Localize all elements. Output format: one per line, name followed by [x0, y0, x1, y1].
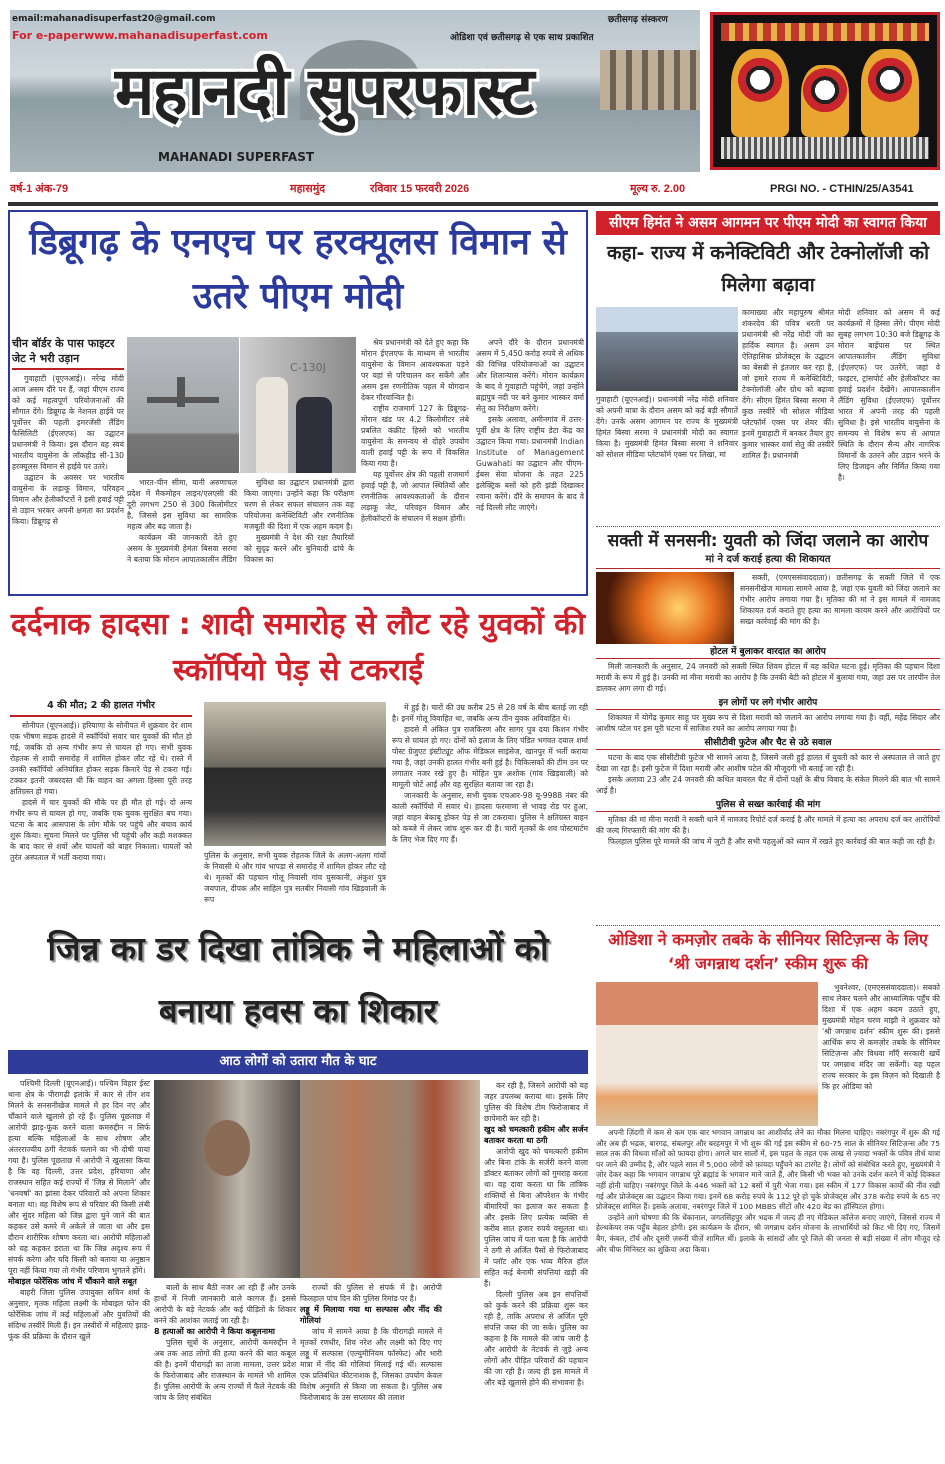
divider [596, 526, 940, 527]
paragraph: जानकारी के अनुसार, सभी युवक एचआर-98 यू-9988 नंबर की काली स्कॉर्पियो में सवार थे। हादसा फरमाणा से भावड़ रोड पर हुआ, जहां वाहन बेकाबू होकर पेड़ से जा टकराया। पुलिस ने क्षतिग्रस्त वाहन को कब्जे में लेकर जांच शुरू कर दी है। चारों मृतकों के शव पोस्टमार्टम के लिए भेज दिए गए हैं। [392, 791, 588, 844]
paragraph: उद्घाटन के अवसर पर भारतीय वायुसेना के लड़ाकू विमान, परिवहन विमान और हेलीकॉप्टरों ने इसी हवाई पट्टी से उड़ान भरकर अपनी क्षमता का प्रदर्शन किया। डिब्रूगढ़ से [12, 473, 124, 526]
divider [596, 925, 940, 926]
section-heading: मोबाइल फोरेंसिक जांच में चौंकाने वाले सबूत [8, 1277, 137, 1286]
epaper-link[interactable]: For e-paperwww.mahanadisuperfast.com [12, 29, 268, 42]
paragraph: शिकायत में योगेंद्र कुमार साहू पर मुख्य रूप से दिशा मरावी को जलाने का आरोप लगाया गया है। वहीं, महेंद्र सिदार और आशीष पटेल पर इस पूरी घटना में साजिश रचने का आरोप लगाया गया है। [596, 713, 940, 733]
paragraph: सक्ती, (एमएससंवाददाता)। छतीसगढ़ के सक्ती जिले में एक सनसनीखेज मामला सामने आया है, जहां एक युवती को जिंदा जलाने का गंभीर आरोप लगाया गया है। मृतिका की मां ने इस मामले में नामजद शिकायत दर्ज कराते हुए हत्या का मामला कायम करने और आरोपियों पर सख्त कार्रवाई की मांग की है। [740, 573, 940, 626]
paragraph: कामाख्या और महापुरुष श्रीमंत शंकरदेव की पवित्र धरती पर प्रधानमंत्री श्री नरेंद्र मोदी जी का हार्दिक स्वागत है। असम उन ऐतिहासिक प्रोजेक्ट्स के उद्घाटन का बेसब्री से इंतजार कर रहा है, जो हमारे राज्य में कनेक्टिविटी, टेक्नोलॉजी और ग्रोथ को बढ़ावा देंगे। सीएम हिमंत बिस्वा सरमा ने कुछ तस्वीरें भी सोशल मीडिया प्लेटफॉर्म एक्स पर शेयर कीं। इनमें गुवाहाटी में बनकर तैयार हुए कुमार भास्कर वर्मा सेतु की तस्वीरें शामिल हैं। प्रधानमंत्री [742, 308, 834, 460]
year-issue: वर्ष-1 अंक-79 [10, 183, 69, 195]
paragraph: बाहरी जिला पुलिस उपायुक्त सचिन शर्मा के अनुसार, मृतक महिला लक्ष्मी के मोबाइल फोन की फोरेंसिक जांच में कई महिलाओं और युवतियों की संदिग्ध तस्वीरें मिली हैं। इन तस्वीरों में महिलाएं झाड़-फूंक की प्रक्रिया के दौरान खुले [8, 1288, 150, 1341]
subheadline: 4 की मौत; 2 की हालत गंभीर [10, 700, 192, 717]
paragraph: मिली जानकारी के अनुसार, 24 जनवरी को सक्ती स्थित शिवम होटल में यह कथित घटना हुई। मृतिका की पहचान दिशा मरावी के रूप में हुई है। उनकी मां मीना मरावी का आरोप है कि उनकी बेटी को होटल में बुलाया गया, जहां उस पर तारपीन तेल डालकर आग लगा दी गई। [596, 662, 940, 693]
headline: दर्दनाक हादसा : शादी समारोह से लौट रहे युवकों की स्कॉर्पियो पेड़ से टकराई [10, 607, 586, 688]
headline: जिन्न का डर दिखा तांत्रिक ने महिलाओं को बनाया हवस का शिकार [47, 929, 549, 1030]
paragraph: मृतिका की मां मीना मरावी ने सक्ती थाने में नामजद रिपोर्ट दर्ज कराई है और मामले में हत्या का अपराध दर्ज कर आरोपियों की जल्द गिरफ्तारी की मांग की है। [596, 815, 940, 835]
paragraph: जांच में सामने आया है कि पीरागढ़ी मामले में मृतकों रणधीर, शिव नरेश और लक्ष्मी को दिए गए लड्डू में सल्फास (एल्युमीनियम फॉस्फेट) और भारी मात्रा में नींद की गोलियां मिलाई गई थीं। सल्फास एक प्रतिबंधित कीटनाशक है, जिसका उपयोग केवल विशेष अनुमति से किया जा सकता है। पुलिस अब फिरोजाबाद के उस सप्लायर की तलाश [300, 1327, 442, 1402]
section-heading: इन लोगों पर लगे गंभीर आरोप [596, 697, 940, 710]
paragraph: अपने दौरे के दौरान प्रधानमंत्री असम में 5,450 करोड़ रुपये से अधिक की विभिन्न परियोजनाओं का उद्घाटन और शिलान्यास करेंगे। मोरान कार्यक्रम के बाद वे गुवाहाटी पहुंचेंगे, जहां उन्होंने ब्रह्मपुत्र नदी पर बने कुमार भास्कर वर्मा सेतु का निरीक्षण करेंगे। [476, 338, 584, 413]
price: मूल्य रु. 2.00 [630, 183, 686, 195]
accident-photo [204, 702, 386, 846]
paragraph: कर रही है, जिसने आरोपी को यह जहर उपलब्ध कराया था। इसके लिए पुलिस की विशेष टीम फिरोजाबाद में छापेमारी कर रही है। [484, 1081, 588, 1123]
paragraph: मुख्यमंत्री ने देश की रक्षा तैयारियों को सुदृढ़ करने और बुनियादी ढांचे के विकास का [244, 533, 354, 564]
published-note: ओडिशा एवं छतीसगढ़ से एक साथ प्रकाशित [450, 33, 594, 43]
paragraph: में हुई है। चारों की उम्र करीब 25 से 28 वर्ष के बीच बताई जा रही है। इनमें गोलू विवाहित था, जबकि अन्य तीन युवक अविवाहित थे। [392, 703, 588, 723]
pm-welcome-photo [596, 307, 738, 391]
section-heading: लड्डू में मिलाया गया था सल्फास और नींद की गोलियां [300, 1305, 442, 1325]
paragraph: उन्होंने आगे घोषणा की कि धेंकानाल, जगतसिंहपुर और भद्रक में जल्द ही नए मेडिकल कॉलेज बनाए जाएंगे, जिससे राज्य में हेल्थकेयर तक पहुँच बेहतर होगी। इस कार्यक्रम के दौरान, श्री जगन्नाथ दर्शन योजना के लाभार्थियों को किट भी दिए गए, जिसमें बैग, कंबल, टॉर्च और दूसरी ज़रूरी चीज़ें शामिल थीं। इलाके के सांसदों और पूरे जिले की जनता से बड़ी संख्या में लोग मौजूद रहे और चीफ मिनिस्टर का शुक्रिया अदा किया। [596, 1212, 940, 1254]
email: email:mahanadisuperfast20@gmail.com [12, 14, 216, 24]
paragraph: आरोपी खुद को चमत्कारी हकीम और बिना टांके के सर्जरी करने वाला डॉक्टर बताकर लोगों को गुमराह करता था। वह दावा करता था कि तांत्रिक शक्तियों से बिना ऑपरेशन के गंभीर बीमारियों का इलाज कर सकता है और इसके लिए प्रत्येक व्यक्ति से करीब सात हजार रुपये वसूलता था। पुलिस जांच में पता चला है कि आरोपी ने ठगी से अर्जित पैसों से फिरोजाबाद में प्लॉट और एक भव्य मैरिज हॉल सहित कई बेनामी संपत्तियां खड़ी की हैं। [484, 1147, 588, 1288]
headline: कहा- राज्य में कनेक्टिविटी और टेक्नोलॉजी को मिलेगा बढ़ावा [606, 242, 930, 296]
paragraph: पुलिस सूत्रों के अनुसार, आरोपी कमरुद्दीन ने अब तक आठ लोगों की हत्या करने की बात कबूल की है। इनमें पीरागढ़ी का ताजा मामला, उत्तर प्रदेश के फिरोजाबाद और राजस्थान के मामले भी शामिल हैं। पुलिस आरोपी के अन्य राज्यों में फैले नेटवर्क की जांच के लिए संबंधित [154, 1338, 296, 1402]
paragraph: पुलिस के अनुसार, सभी युवक रोहतक जिले के अलग-अलग गांवों के निवासी थे और गांव भापड़ा से समारोह में शामिल होकर लौट रहे थे। मृतकों की पहचान गोलू निवासी गांव घुसकानी, अंकुश पुत्र जयपाल, दीपक और साहिल पुत्र सतबीर निवासी गांव खिड़वाली के रूप [204, 851, 386, 904]
edition: छतीसगढ़ संस्करण [608, 15, 668, 25]
banner-headline: सीएम हिमंत ने असम आगमन पर पीएम मोदी का स्वागत किया [596, 211, 940, 235]
story-jagannath-darshan [596, 928, 940, 1255]
shop-photo [300, 1080, 480, 1278]
date: रविवार 15 फरवरी 2026 [370, 183, 470, 195]
paragraph: घटना के बाद एक सीसीटीवी फुटेज भी सामने आया है, जिसमें जली हुई हालत में युवती को कार से अस्पताल ले जाते हुए देखा जा रहा है। इसी फुटेज में दिशा मरावी और आशीष पटेल की मौजूदगी भी बताई जा रही है। [596, 753, 940, 773]
prgi-number: PRGI NO. - CTHIN/25/A3541 [770, 183, 914, 195]
fire-photo [596, 572, 734, 644]
headline: डिब्रूगढ़ के एनएच पर हरक्यूलस विमान से उतरे पीएम मोदी [29, 222, 567, 317]
divider [8, 202, 938, 206]
paragraph: मोदी शनिवार को असम में कई कार्यक्रमों में हिस्सा लेंगे। पीएम मोदी सुबह लगभग 10:30 बजे डिब्रूगढ़ के मोरान बाईपास पर स्थित आपातकालीन लैंडिंग सुविधा (ईएलएफ) पर उतरेंगे, जहां वे फाइटर, ट्रांसपोर्ट और हेलीकॉप्टर का हवाई प्रदर्शन देखेंगे। आपातकालीन लैंडिंग सुविधा (ईएलएफ) पूर्वोत्तर भारत में अपनी तरह की पहली सुविधा है। इसे भारतीय वायुसेना के समन्वय से विशेष रूप से आपात स्थिति के दौरान सैन्य और नागरिक विमानों के उतरने और उड़ान भरने के लिए डिजाइन और निर्मित किया गया है। [838, 308, 940, 482]
logo-english: MAHANADI SUPERFAST [158, 150, 315, 164]
masthead-banner [10, 10, 700, 172]
story-pm-hercules [8, 210, 588, 596]
paragraph: गुवाहाटी (यूएनआई)। नरेन्द्र मोदी आज असम दौरे पर हैं, जहां पीएम राज्य को कई महत्वपूर्ण परियोजनाओं की सौगात देंगे। डिब्रूगढ़ के नेशनल हाईवे पर पूर्वोत्तर की पहली इमरजेंसी लैंडिंग फैसिलिटी (ईएलएफ) का उद्घाटन प्रधानमंत्री ने किया। इस दौरान वह स्वयं भारतीय वायुसेना के लॉकहीड सी-130 हरक्यूलस विमान से हाईवे पर उतरे। [12, 374, 124, 471]
paragraph: दिल्ली पुलिस अब इन संपत्तियों को कुर्क करने की प्रक्रिया शुरू कर रही है, ताकि अपराध से अर्जित पूरी संपत्ति जब्त की जा सके। पुलिस का कहना है कि मामले की जांच जारी है और आरोपी के नेटवर्क से जुड़े अन्य लोगों और पीड़ित परिवारों की पहचान की जा रही है। जल्द ही इस मामले में और बड़े खुलासे होने की संभावना है। [484, 1290, 588, 1387]
aircraft-label: C-130J [290, 361, 326, 374]
newspaper-logo: महानदी सुपरफास्ट [115, 53, 533, 130]
paragraph: कार्यक्रम की जानकारी देते हुए असम के मुख्यमंत्री हेमंता बिसवा सरमा ने बताया कि मोरान आपातकालीन लैंडिंग [127, 533, 237, 564]
accused-photo [154, 1080, 300, 1278]
aircraft-photo [127, 337, 239, 473]
section-heading: होटल में बुलाकर वारदात का आरोप [596, 646, 940, 659]
pm-waving-photo [240, 337, 356, 473]
section-heading: सीसीटीवी फुटेज और चैट से उठे सवाल [596, 737, 940, 750]
story-cm-welcome [596, 211, 940, 483]
place: महासमुंद [290, 183, 326, 195]
paragraph: फिलहाल पुलिस पूरे मामले की जांच में जुटी है और सभी पहलुओं को ध्यान में रखते हुए कार्रवाई की बात कही जा रही है। [608, 837, 935, 846]
paragraph: श्रेय प्रधानमंत्री को देते हुए कहा कि मोरान ईएलएफ के माध्यम से भारतीय वायुसेना के विमान आवश्यकता पड़ने पर यहां से परिचालन कर सकेंगे और असम इस रणनीतिक पहल में योगदान देकर गौरवान्वित है। [361, 338, 469, 402]
paragraph: भारत-चीन सीमा, यानी अरुणाचल प्रदेश में मैकमोहन लाइन/एलएसी की दूरी लगभग 250 से 300 किलोमीटर है, जिससे इस सुविधा का सामरिक महत्व और बढ़ जाता है। [127, 478, 237, 531]
jagannath-image [710, 12, 940, 170]
story-sakti [596, 529, 940, 847]
dam-image [600, 50, 700, 110]
paragraph: राज्यों की पुलिस से संपर्क में है। आरोपी फिलहाल पांच दिन की पुलिस रिमांड पर है। [300, 1283, 442, 1303]
paragraph: इसके अलावा, अमीनगांव में उत्तर-पूर्वी क्षेत्र के लिए राष्ट्रीय डेटा केंद्र का उद्घाटन किया गया। प्रधानमंत्री Indian Institute of Management Guwahati का उद्घाटन और पीएम-ईबस सेवा योजना के तहत 225 इलेक्ट्रिक बसों को हरी झंडी दिखाकर रवाना करेंगे। दौरे के समापन के बाद वे नई दिल्ली लौट जाएंगे। [476, 415, 584, 512]
section-heading: पुलिस से सख्त कार्रवाई की मांग [596, 799, 940, 812]
paragraph: राष्ट्रीय राजमार्ग 127 के डिब्रूगढ़-मोरान खंड पर 4.2 किलोमीटर लंबे प्रबलित कंक्रीट हिस्से को भारतीय वायुसेना के समन्वय से दोहरे उपयोग वाली हवाई पट्टी के रूप में विकसित किया गया है। [361, 404, 469, 468]
paragraph: सोनीपत (यूएनआई)। हरियाणा के सोनीपत में शुक्रवार देर शाम एक भीषण सड़क हादसे में स्कॉर्पियो सवार चार युवकों की मौत हो गई, जबकि दो अन्य गंभीर रूप से घायल हो गए। सभी युवक रोहतक से शादी समारोह में शामिल होकर लौट रहे थे। रास्ते में उनकी स्कॉर्पियो अनियंत्रित होकर सड़क किनारे पेड़ से टकरा गई। टक्कर इतनी जबरदस्त थी कि वाहन का अगला हिस्सा पूरी तरह क्षतिग्रस्त हो गया। [10, 721, 192, 796]
headline: ओडिशा ने कमज़ोर तबके के सीनियर सिटिज़न्स के लिए ‘श्री जगन्नाथ दर्शन’ स्कीम शुरू की [608, 930, 928, 973]
paragraph: गुवाहाटी (यूएनआई)। प्रधानमंत्री नरेंद्र मोदी शनिवार को अपनी यात्रा के दौरान असम को कई बड़ी सौगातें देंगे। उनके असम आगमन पर राज्य के मुख्यमंत्री हिमंत बिस्वा सरमा ने प्रधानमंत्री मोदी का स्वागत किया है। मुख्यमंत्री हिमंत बिस्वा सरमा ने शनिवार को सोशल मीडिया प्लेटफॉर्म एक्स पर लिखा, मां [596, 395, 738, 459]
paragraph: पश्चिमी दिल्ली (यूएनआई)। पश्चिम विहार ईस्ट थाना क्षेत्र के पीरागढ़ी इलाके में कार से तीन शव मिलने के सनसनीखेज मामले में हर दिन नए और चौंकाने वाले खुलासे हो रहे हैं। पुलिस पूछताछ में आरोपी झाड़-फूंक करने वाला कमरुद्दीन न सिर्फ हत्या बल्कि महिलाओं के साथ शोषण और अंतरराज्यीय ठगी नेटवर्क चलाने का भी दोषी पाया गया है। पुलिस पूछताछ में आरोपी ने खुलासा किया है कि वह दिल्ली, उत्तर प्रदेश, हरियाणा और राजस्थान सहित कई राज्यों में 'जिन्न से मिलाने' और 'धनवर्षा' का झांसा देकर परिवारों को अपना शिकार बनाता था। वह विशेष रूप से परिवार की किसी लंबी और सुंदर महिला को जिन्न द्वारा चुने जाने की बात कहकर उसे कमरे में अकेले ले जाता था और इस दौरान शारीरिक शोषण करता था। आरोपी महिलाओं को यह कहकर डराता था कि जिन्न अदृश्य रूप में संपर्क करेगा और यदि किसी को बताया या अनुष्ठान पूरा नहीं किया गया तो गंभीर परिणाम भुगतने होंगे। [8, 1079, 150, 1275]
paragraph: अपनी ज़िंदगी में कम से कम एक बार भगवान जगन्नाथ का आशीर्वाद लेने का मौका मिलना चाहिए। नबरंगपुर में शुरू की गई और अब ही भद्रक, बारगढ़, संबलपुर और बरहमपुर में भी शुरू की गई इस स्कीम से 60-75 साल के सीनियर सिटिज़न्स और 75 साल तक की विधवा माँओं को फ़ायदा होगा। अगले चार सालों में, इस पहल के तहत एक लाख से ज़्यादा भक्तों के पवित्र तीर्थ यात्रा पर जाने की उम्मीद है, और पहले साल में 5,000 लोगों को फ़ायदा पहुँचने का टारगेट है। लोगों को संबोधित करते हुए, मुख्यमंत्री ने ज़ोर देकर कहा कि भगवान जगन्नाथ पूरे ब्रह्मांड के भगवान माने जाते हैं, और किसी भी भक्त को उनके दर्शन करने में कोई दिक्कत नहीं होनी चाहिए। नबरंगपुर जिले के 446 भक्तों को 12 बसों में पुरी भेजा गया। इस स्कीम में 177 विकास कार्यों की नींव रखी गई और प्रोजेक्ट्स का उद्घाटन किया गया। इनमें 68 करोड़ रुपये के 112 पूरे हो चुके प्रोजेक्ट्स और 378 करोड़ रुपये के 65 नए प्रोजेक्ट्स शामिल हैं। इसके अलावा, नबरंगपुर जिले में 100 MBBS सीटों और 420 बेड का हॉस्पिटल होगा। [596, 1128, 940, 1212]
section-heading: खुद को चमत्कारी हकीम और सर्जन बताकर करता था ठगी [484, 1125, 588, 1145]
scheme-launch-photo [596, 982, 818, 1126]
paragraph: बालों के साथ बैठी नजर आ रही हैं और उनके हाथों में निजी जानकारी वाले कागज हैं। इससे आरोपी के बड़े नेटवर्क और कई पीड़ितों के शिकार बनने की आशंका जताई जा रही है। [154, 1283, 296, 1325]
paragraph: हादसे में अंकित पुत्र राजकिरण और सागर पुत्र दया किशन गंभीर रूप से घायल हो गए। दोनों को इलाज के लिए पंडित भगवत दयाल शर्मा पोस्ट ग्रेजुएट इंस्टीट्यूट ऑफ मेडिकल साइंसेज, खानपुर में भर्ती कराया गया है, जहां उनकी हालत गंभीर बनी हुई है। चिकित्सकों की टीम उन पर लगातार नजर रखे हुए है। मोहित पुत्र अशोक (गांव खिड़वाली) को मामूली चोटें आईं और वह सुरक्षित बताया जा रहा है। [392, 725, 588, 789]
headline: सक्ती में सनसनी: युवती को जिंदा जलाने का आरोप [607, 531, 929, 551]
paragraph: सुविधा का उद्घाटन प्रधानमंत्री द्वारा किया जाएगा। उन्होंने कहा कि परीक्षण चरण से लेकर सफल संचालन तक यह परियोजना कनेक्टिविटी और रणनीतिक मजबूती की दिशा में एक अहम कदम है। [244, 478, 354, 531]
subheadline: मां ने दर्ज कराई हत्या की शिकायत [596, 553, 940, 569]
side-headline: चीन बॉर्डर के पास फाइटर जेट ने भरी उड़ान [12, 336, 124, 370]
banner-subheadline: आठ लोगों को उतारा मौत के घाट [8, 1050, 588, 1074]
paragraph: हादसे में चार युवकों की मौके पर ही मौत हो गई। दो अन्य गंभीर रूप से घायल हो गए, जबकि एक युवक सुरक्षित बच गया। घटना के बाद आसपास के लोग मौके पर पहुंचे और बचाव कार्य शुरू किया। सूचना मिलने पर पुलिस भी पहुंची और कड़ी मशक्कत के बाद कार से शवों और घायलों को बाहर निकाला। घायलों को तुरंत अस्पताल में भर्ती कराया गया। [10, 798, 192, 862]
paragraph: इसके अलावा 23 और 24 जनवरी की कथित वायरल चैट में दोनों पक्षों के बीच विवाद के संकेत मिलने की बात भी सामने आई है। [596, 775, 940, 795]
paragraph: यह पूर्वोत्तर क्षेत्र की पहली राजमार्ग हवाई पट्टी है, जो आपात स्थितियों और रणनीतिक आवश्यकताओं के दौरान लड़ाकू जेट, परिवहन विमान और हेलीकॉप्टरों के संचालन में सक्षम होगी। [361, 470, 469, 523]
paragraph: भुवनेश्वर, (एमएससंवाददाता)। सबको साथ लेकर चलने और आध्यात्मिक पहुँच की दिशा में एक अहम कदम उठाते हुए, मुख्यमंत्री मोहन चरण माझी ने शुक्रवार को 'श्री जगन्नाथ दर्शन' स्कीम शुरू की। इससे आर्थिक रूप से कमज़ोर तबके के सीनियर सिटिज़न्स और विधवा माँएँ सरकारी खर्चे पर जगन्नाथ मंदिर जा सकेंगी। यह पहल राज्य सरकार के इस विज़न को दिखाती है कि हर ओडिया को [822, 983, 941, 1091]
section-heading: 8 हत्याओं का आरोपी ने किया कबूलनामा [154, 1327, 275, 1336]
